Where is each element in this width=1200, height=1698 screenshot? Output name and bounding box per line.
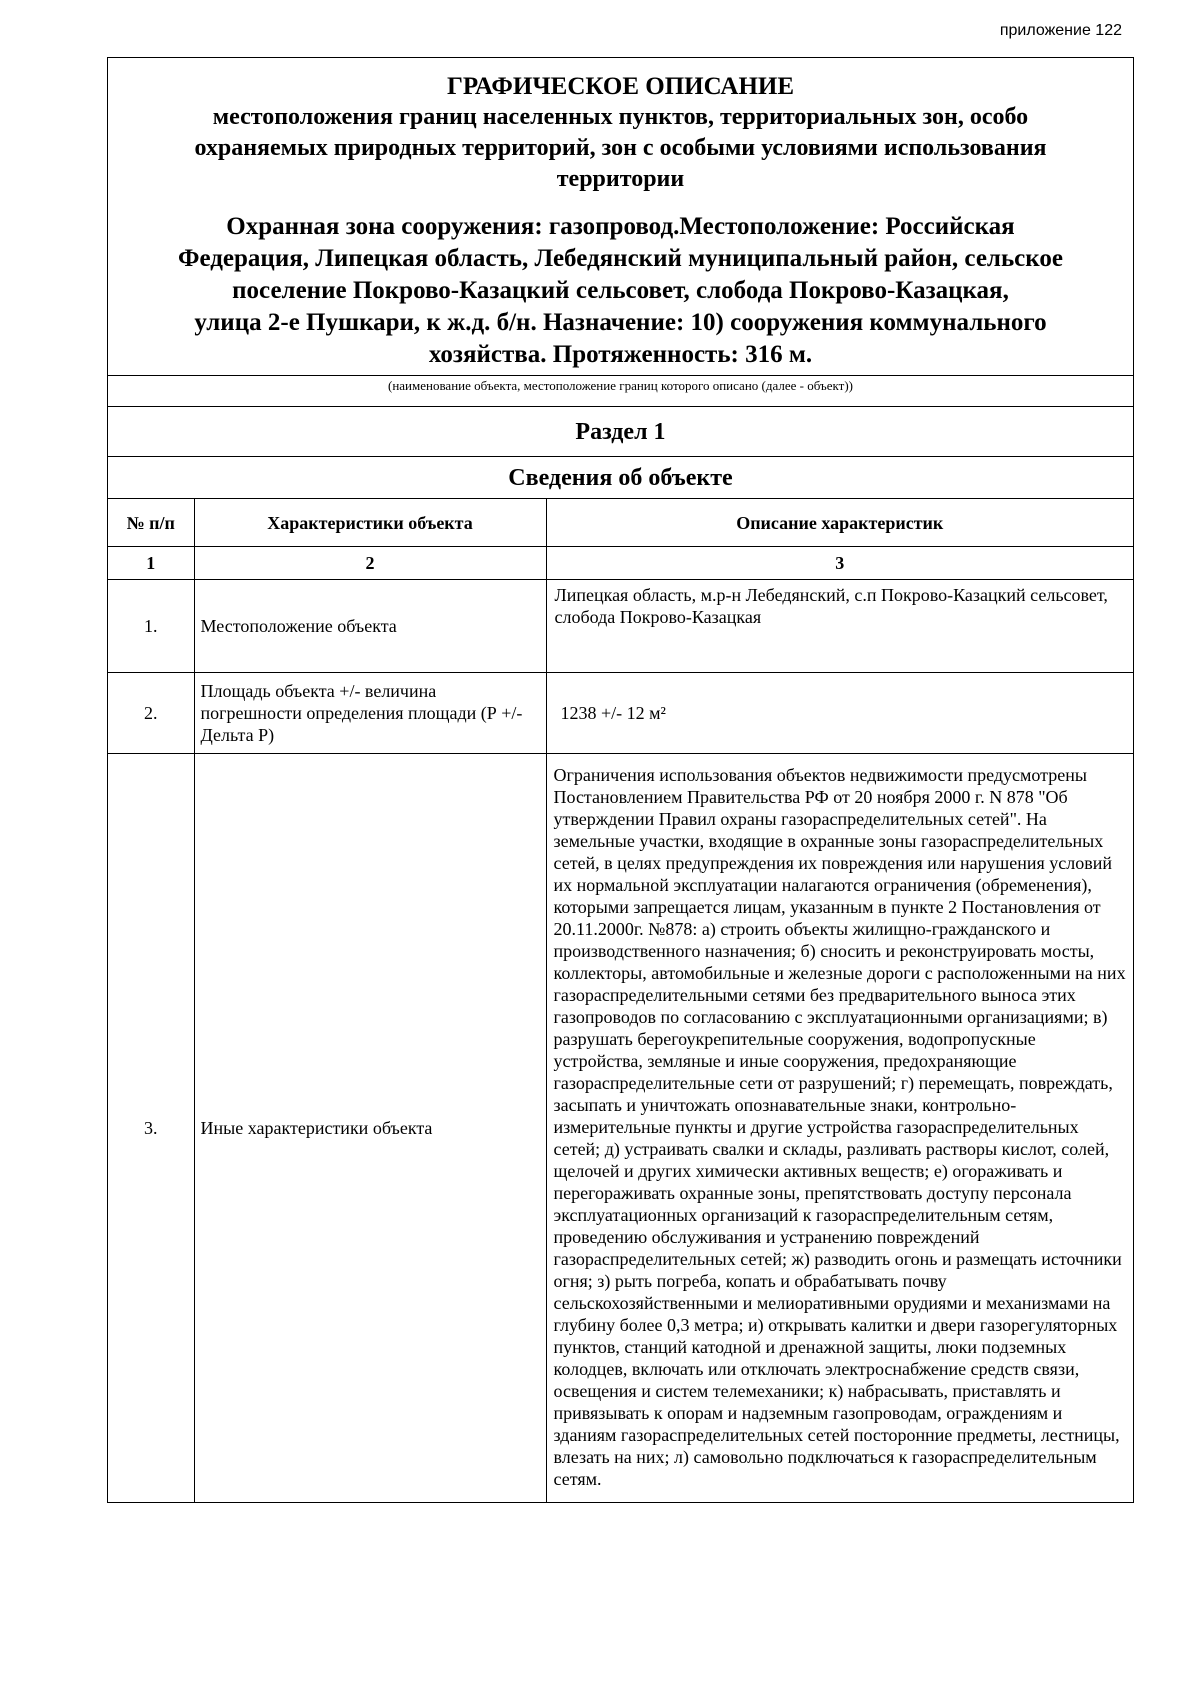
row-value: Ограничения использования объектов недвижимости предусмотрены Постановлением Правительства РФ от 20 ноября 2000 г. N 878 "Об утверждении Правил охраны газораспределительных сетей". На земельные участки, входящие в охранные зоны газораспределительных сетей, в целях предупреждения их повреждения или нарушения условий их нормальной эксплуатации налагаются ограничения (обременения), которыми запрещается лицам, указанным в пункте 2 Постановления от 20.11.2000г. №878: а) строить объекты жилищно-гражданского и производственного назначения; б) сносить и реконструировать мосты, коллекторы, автомобильные и железные дороги с расположенными на них газораспределительными сетями без предварительного выноса этих газопроводов по согласованию с эксплуатационными организациями; в) разрушать берегоукрепительные сооружения, водопропускные устройства, земляные и иные сооружения, предохраняющие газораспределительные сети от разрушений; г) перемещать, повреждать, засыпать и уничтожать опознавательные знаки, контрольно-измерительные пункты и другие устройства газораспределительных сетей; д) устраивать свалки и склады, разливать растворы кислот, солей, щелочей и других химически активных веществ; е) огораживать и перегораживать охранные зоны, препятствовать доступу персонала эксплуатационных организаций к газораспределительным сетям, проведению обслуживания и устранению повреждений газораспределительных сетей; ж) разводить огонь и размещать источники огня; з) рыть погреба, копать и обрабатывать почву сельскохозяйственными и мелиоративными орудиями и механизмами на глубину более 0,3 метра; и) открывать калитки и двери газорегуляторных пунктов, станций катодной и дренажной защиты, люки подземных колодцев, включать или отключать электроснабжение средств связи, освещения и систем телемеханики; к) набрасывать, приставлять и привязывать к опорам и надземным газопроводам, ограждениям и зданиям газораспределительных сетей посторонние предметы, лестницы, влезать на них; л) самовольно подключаться к газораспределительным сетям. [546,754,1133,1503]
object-caption: (наименование объекта, местоположение границ которого описано (далее - объект)) [108,375,1133,406]
characteristics-table [108,498,1133,1502]
object-name-line: хозяйства. Протяженность: 316 м. [428,341,813,368]
object-name [128,211,1113,375]
column-header-description: Описание характеристик [546,499,1133,547]
row-value: Липецкая область, м.р-н Лебедянский, с.п Покрово-Казацкий сельсовет, слобода Покрово-Казацкая [546,580,1133,673]
column-header-characteristic: Характеристики объекта [194,499,546,547]
table-row [108,754,1133,1503]
document-subtitle-line: местоположения границ населенных пунктов, территориальных зон, особо [212,104,1029,130]
column-header-number: № п/п [108,499,194,547]
row-label: Площадь объекта +/- величина погрешности определения площади (Р +/- Дельта Р) [194,673,546,754]
document-subtitle-line: территории [556,166,685,192]
row-value: 1238 +/- 12 м² [546,673,1133,754]
row-number: 1. [108,580,194,673]
row-label: Местоположение объекта [194,580,546,673]
column-number: 3 [546,547,1133,580]
object-name-line: Федерация, Липецкая область, Лебедянский муниципальный район, сельское [178,245,1063,272]
object-name-line: улица 2-е Пушкари, к ж.д. б/н. Назначение: 10) сооружения коммунального [194,309,1047,336]
column-number: 2 [194,547,546,580]
object-name-line: поселение Покрово-Казацкий сельсовет, слобода Покрово-Казацкая, [232,277,1009,304]
document-title: ГРАФИЧЕСКОЕ ОПИСАНИЕ [446,73,795,100]
document-sheet [107,57,1134,1503]
table-row [108,580,1133,673]
document-header [108,58,1133,375]
row-number: 2. [108,673,194,754]
row-label: Иные характеристики объекта [194,754,546,1503]
table-row [108,673,1133,754]
info-title: Сведения об объекте [108,456,1133,498]
column-number-row [108,547,1133,580]
section-title: Раздел 1 [108,406,1133,456]
table-header-row [108,499,1133,547]
row-number: 3. [108,754,194,1503]
object-name-line: Охранная зона сооружения: газопровод.Местоположение: Российская [226,213,1015,240]
appendix-label: приложение 122 [999,22,1122,39]
document-subtitle-line: охраняемых природных территорий, зон с особыми условиями использования [194,135,1047,161]
column-number: 1 [108,547,194,580]
